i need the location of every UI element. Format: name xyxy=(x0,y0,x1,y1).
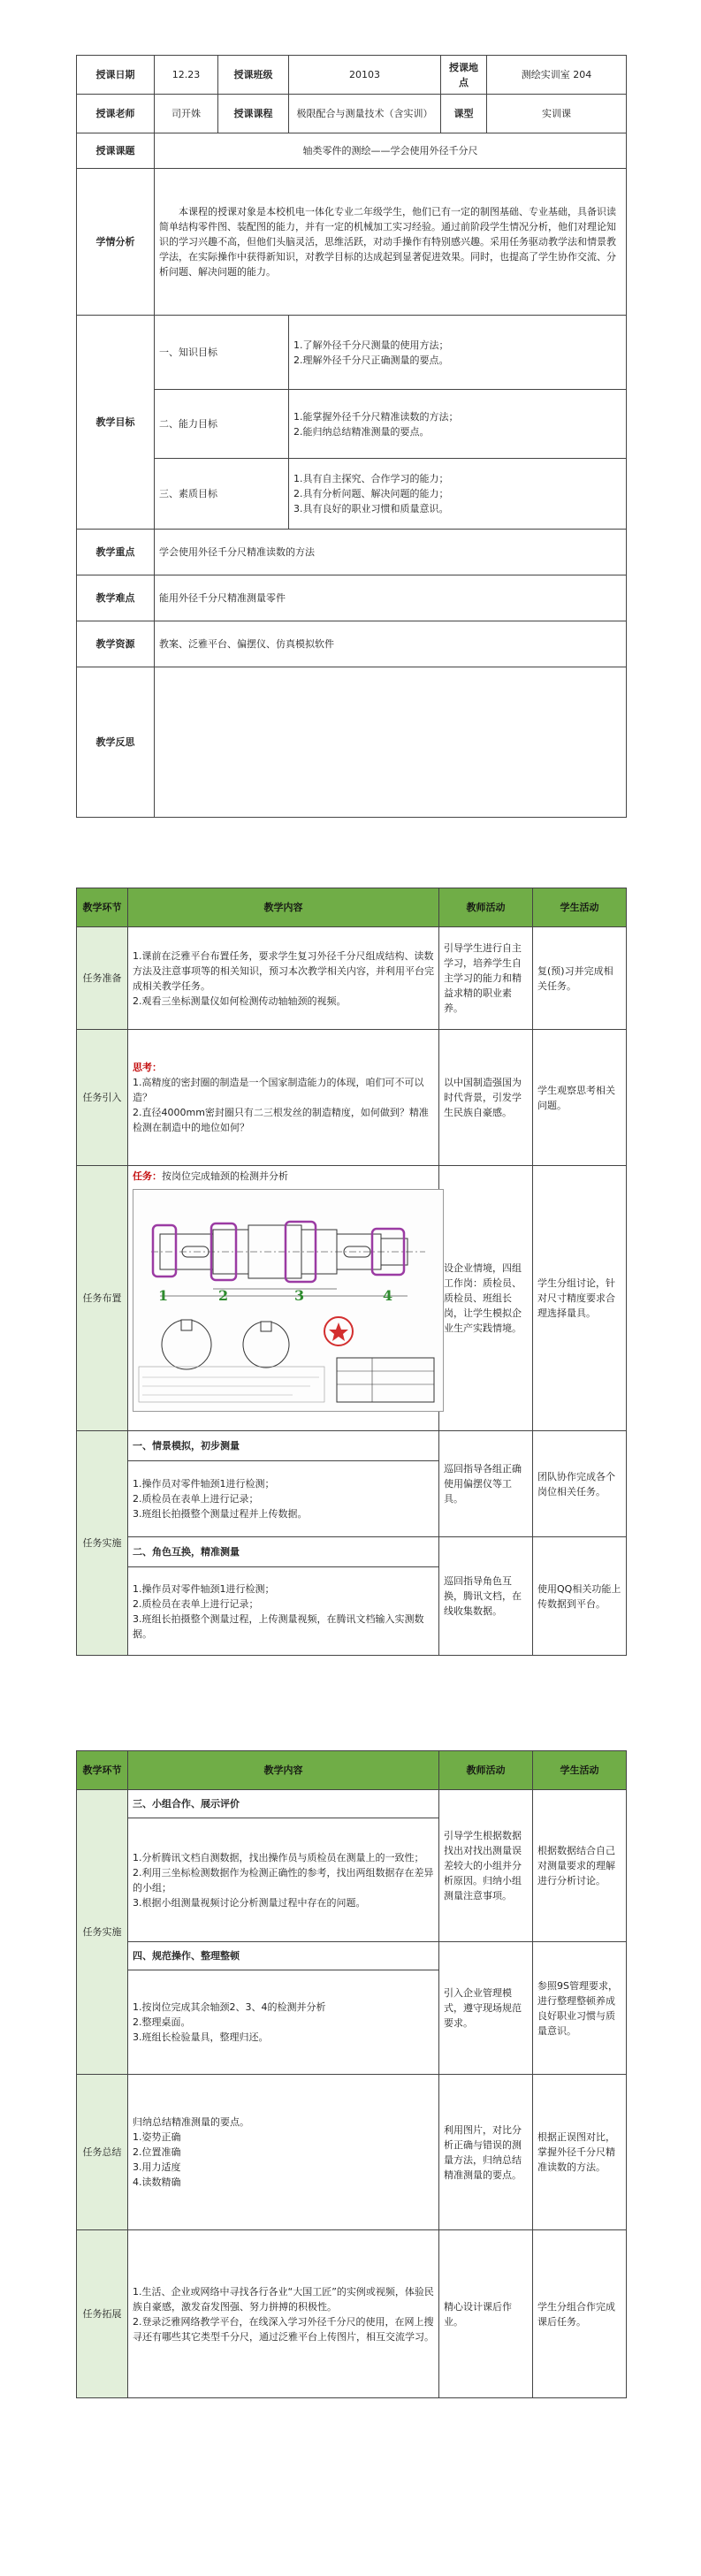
teacher-label: 授课老师 xyxy=(77,95,155,133)
place-value: 测绘实训室 204 xyxy=(487,56,627,95)
section-title: 四、规范操作、整理整顿 xyxy=(128,1942,439,1970)
teacher-activity: 设企业情境，四组工作岗：质检员、质检员、班组长岗，让学生模拟企业生产实践情境。 xyxy=(439,1166,533,1431)
content-line: 1.操作员对零件轴颈1进行检测； xyxy=(133,1478,275,1490)
topic-value: 轴类零件的测绘——学会使用外径千分尺 xyxy=(155,133,627,169)
student-header: 学生活动 xyxy=(533,888,627,927)
teacher-activity: 引导学生根据数据找出对找出测量误差较大的小组并分析原因。归纳小组测量注意事项。 xyxy=(439,1790,533,1942)
content-header: 教学内容 xyxy=(128,888,439,927)
stage-cell: 任务布置 xyxy=(77,1166,128,1431)
difficulty-text: 能用外径千分尺精准测量零件 xyxy=(155,575,627,621)
content-line: 2.质检员在表单上进行记录； xyxy=(133,1597,259,1610)
content-line: 1.按岗位完成其余轴颈2、3、4的检测并分析 xyxy=(133,2001,326,2013)
content-line: 1.分析腾讯文档自测数据，找出操作员与质检员在测量上的一致性； xyxy=(133,1851,424,1863)
stage-cell: 任务引入 xyxy=(77,1030,128,1166)
goal-line: 2.能归纳总结精准测量的要点。 xyxy=(293,425,430,438)
section-title: 三、小组合作、展示评价 xyxy=(128,1790,439,1818)
content-line: 2.质检员在表单上进行记录； xyxy=(133,1493,259,1505)
task-title: 任务： xyxy=(133,1170,162,1182)
goal-line: 2.理解外径千分尺正确测量的要点。 xyxy=(293,354,449,366)
content-line: 2.直径4000mm密封圈只有二三根发丝的制造精度，如何做到？精准检测在制造中的地位如何？ xyxy=(133,1107,429,1133)
content-cell xyxy=(128,1166,439,1431)
reflection-text xyxy=(155,667,627,818)
teacher-activity: 引导学生进行自主学习，培养学生自主学习的能力和精益求精的职业素养。 xyxy=(439,927,533,1030)
stage-cell: 任务准备 xyxy=(77,927,128,1030)
content-line: 3.班组长拍摄整个测量过程并上传数据。 xyxy=(133,1508,308,1520)
goal-lines xyxy=(289,316,627,390)
goal-line: 1.能掌握外径千分尺精准读数的方法； xyxy=(293,410,459,423)
goal-line: 2.具有分析问题、解决问题的能力； xyxy=(293,488,449,499)
content-line: 1.高精度的密封圈的制造是一个国家制造能力的体现，咱们可不可以造？ xyxy=(133,1077,424,1103)
content-line: 3.用力适度 xyxy=(133,2161,181,2173)
content-line: 2.登录泛雅网络教学平台，在线深入学习外径千分尺的使用，在网上搜寻还有哪些其它类型千分尺，通过泛雅平台上传图片，相互交流学习。 xyxy=(133,2315,434,2343)
content-cell xyxy=(128,927,439,1030)
resources-label: 教学资源 xyxy=(77,621,155,667)
teacher-activity: 引入企业管理模式，遵守现场规范要求。 xyxy=(439,1942,533,2075)
student-activity: 使用QQ相关功能上传数据到平台。 xyxy=(533,1537,627,1656)
content-cell xyxy=(128,1970,439,2075)
analysis-text: 本课程的授课对象是本校机电一体化专业二年级学生，他们已有一定的制图基础、专业基础，具备识读简单结构零件图、装配图的能力，并有一定的机械加工实习经验。通过前阶段学生情况分析，他们对理论知识的学习兴趣不高，但他们头脑灵活，思维活跃，对动手操作有特别感兴趣。采用任务驱动教学法和情景教学法，在实际操作中获得新知识，对教学目标的达成起到显著促进效果。同时，也提高了学生协作交流、分析问题、解决问题的能力。 xyxy=(155,169,627,316)
date-value: 12.23 xyxy=(155,56,218,95)
teacher-header: 教师活动 xyxy=(439,888,533,927)
teacher-header: 教师活动 xyxy=(439,1751,533,1790)
course-label: 授课课程 xyxy=(218,95,289,133)
process-table-1 xyxy=(76,888,627,1656)
student-activity: 学生分组讨论，针对尺寸精度要求合理选择量具。 xyxy=(533,1166,627,1431)
content-cell xyxy=(128,1567,439,1656)
resources-text: 教案、泛雅平台、偏摆仪、仿真模拟软件 xyxy=(155,621,627,667)
date-label: 授课日期 xyxy=(77,56,155,95)
goal-name: 三、素质目标 xyxy=(155,459,289,530)
content-line: 3.班组长检验量具，整理归还。 xyxy=(133,2031,269,2043)
class-value: 20103 xyxy=(289,56,441,95)
student-activity: 根据数据结合自己对测量要求的理解进行分析讨论。 xyxy=(533,1790,627,1942)
content-cell xyxy=(128,1818,439,1942)
journal-marker: 2 xyxy=(218,1287,229,1304)
goal-line: 1.具有自主探究、合作学习的能力； xyxy=(293,473,449,484)
content-line: 2.利用三坐标检测数据作为检测正确性的参考，找出两组数据存在差异的小组； xyxy=(133,1866,434,1894)
difficulty-label: 教学难点 xyxy=(77,575,155,621)
content-line: 按岗位完成轴颈的检测并分析 xyxy=(162,1170,288,1182)
content-line: 1.操作员对零件轴颈1进行检测； xyxy=(133,1582,275,1595)
content-cell xyxy=(128,1030,439,1166)
think-title: 思考： xyxy=(133,1062,162,1073)
student-activity: 团队协作完成各个岗位相关任务。 xyxy=(533,1431,627,1537)
topic-label: 授课课题 xyxy=(77,133,155,169)
student-activity: 根据正误图对比，掌握外径千分尺精准读数的方法。 xyxy=(533,2075,627,2230)
student-activity: 学生分组合作完成课后任务。 xyxy=(533,2230,627,2398)
content-line: 4.读数精确 xyxy=(133,2176,181,2188)
goal-lines xyxy=(289,390,627,459)
goal-line: 1.了解外径千分尺测量的使用方法； xyxy=(293,339,449,351)
content-line: 1.生活、企业或网络中寻找各行各业“大国工匠”的实例或视频，体验民族自豪感，激发奋发图强、努力拼搏的积极性。 xyxy=(133,2285,434,2313)
type-value: 实训课 xyxy=(487,95,627,133)
course-value: 极限配合与测量技术（含实训） xyxy=(289,95,441,133)
lesson-info-table xyxy=(76,55,627,818)
stage-cell: 任务拓展 xyxy=(77,2230,128,2398)
key-label: 教学重点 xyxy=(77,530,155,575)
teacher-activity: 以中国制造强国为时代背景，引发学生民族自豪感。 xyxy=(439,1030,533,1166)
content-cell xyxy=(128,2075,439,2230)
content-cell xyxy=(128,2230,439,2398)
analysis-label: 学情分析 xyxy=(77,169,155,316)
teacher-activity: 精心设计课后作业。 xyxy=(439,2230,533,2398)
shaft-drawing xyxy=(133,1189,444,1412)
class-label: 授课班级 xyxy=(218,56,289,95)
goals-label: 教学目标 xyxy=(77,316,155,530)
content-line: 1.课前在泛雅平台布置任务，要求学生复习外径千分尺组成结构、读数方法及注意事项等的相关知识，预习本次教学相关内容，并利用平台完成相关教学任务。 xyxy=(133,949,434,992)
stage-cell: 任务实施 xyxy=(77,1431,128,1656)
content-line: 3.根据小组测量视频讨论分析测量过程中存在的问题。 xyxy=(133,1896,366,1909)
reflection-label: 教学反思 xyxy=(77,667,155,818)
content-line: 3.班组长拍摄整个测量过程，上传测量视频，在腾讯文档输入实测数据。 xyxy=(133,1612,424,1640)
journal-marker: 4 xyxy=(383,1287,393,1304)
student-activity: 复(预)习并完成相关任务。 xyxy=(533,927,627,1030)
journal-marker: 1 xyxy=(158,1287,169,1304)
shaft-drawing-image xyxy=(133,1190,443,1411)
content-title: 归纳总结精准测量的要点。 xyxy=(133,2116,249,2128)
section-title: 一、情景模拟，初步测量 xyxy=(128,1431,439,1461)
content-line: 1.姿势正确 xyxy=(133,2131,181,2143)
stage-cell: 任务实施 xyxy=(77,1790,128,2075)
teacher-value: 司开姝 xyxy=(155,95,218,133)
content-line: 2.整理桌面。 xyxy=(133,2016,191,2028)
stage-header: 教学环节 xyxy=(77,888,128,927)
content-header: 教学内容 xyxy=(128,1751,439,1790)
goal-line: 3.具有良好的职业习惯和质量意识。 xyxy=(293,503,449,514)
content-cell xyxy=(128,1461,439,1537)
goal-lines xyxy=(289,459,627,530)
content-line: 2.观看三坐标测量仪如何检测传动轴轴颈的视频。 xyxy=(133,995,347,1007)
teacher-activity: 巡回指导角色互换，腾讯文档，在线收集数据。 xyxy=(439,1537,533,1656)
section-title: 二、角色互换，精准测量 xyxy=(128,1537,439,1567)
teacher-activity: 巡回指导各组正确使用偏摆仪等工具。 xyxy=(439,1431,533,1537)
goal-name: 一、知识目标 xyxy=(155,316,289,390)
type-label: 课型 xyxy=(441,95,487,133)
process-table-2 xyxy=(76,1750,627,2398)
key-text: 学会使用外径千分尺精准读数的方法 xyxy=(155,530,627,575)
student-header: 学生活动 xyxy=(533,1751,627,1790)
goal-name: 二、能力目标 xyxy=(155,390,289,459)
student-activity: 参照9S管理要求，进行整理整顿养成良好职业习惯与质量意识。 xyxy=(533,1942,627,2075)
place-label: 授课地点 xyxy=(441,56,487,95)
journal-marker: 3 xyxy=(294,1287,305,1304)
teacher-activity: 利用图片，对比分析正确与错误的测量方法，归纳总结精准测量的要点。 xyxy=(439,2075,533,2230)
stage-header: 教学环节 xyxy=(77,1751,128,1790)
stage-cell: 任务总结 xyxy=(77,2075,128,2230)
content-line: 2.位置准确 xyxy=(133,2146,181,2158)
student-activity: 学生观察思考相关问题。 xyxy=(533,1030,627,1166)
